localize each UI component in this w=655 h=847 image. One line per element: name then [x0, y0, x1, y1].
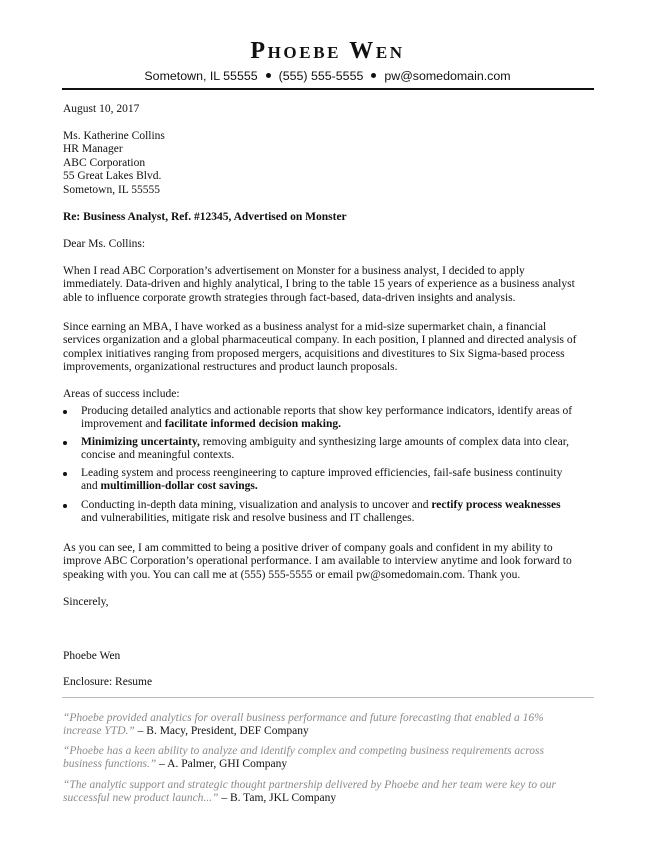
testimonial-attribution: – A. Palmer, GHI Company: [156, 758, 288, 771]
bullet-icon: [63, 441, 67, 445]
letter-date: August 10, 2017: [63, 103, 140, 115]
paragraph-line: services organization and a global pharmaceutical company. In each position, I planned and directed analysis of: [63, 334, 577, 347]
bullet-icon: [63, 410, 67, 414]
testimonial-quote: increase YTD.”: [63, 725, 135, 738]
testimonial-divider: [62, 697, 594, 698]
bullet-icon: [63, 504, 67, 508]
paragraph-intro: [63, 265, 593, 305]
testimonial-attribution: – B. Macy, President, DEF Company: [134, 725, 309, 738]
recipient-line: 55 Great Lakes Blvd.: [63, 170, 162, 183]
bullet-icon: [63, 472, 67, 476]
paragraph-line: immediately. Data-driven and highly analytical, I bring to the table 15 years of experience as a business analyst: [63, 278, 575, 291]
applicant-name: Phoebe Wen: [250, 38, 405, 64]
salutation: Dear Ms. Collins:: [63, 238, 146, 250]
paragraph-closing: [63, 542, 593, 582]
closing: Sincerely,: [63, 596, 109, 608]
bullet-emphasis: facilitate informed decision making.: [164, 418, 342, 431]
testimonial-attribution: – B. Tam, JKL Company: [218, 792, 337, 805]
testimonial-quote: “The analytic support and strategic thought partnership delivered by Phoebe and her team were key to our: [63, 779, 556, 791]
recipient-line: HR Manager: [63, 143, 123, 156]
paragraph-line: As you can see, I am committed to being a positive driver of company goals and confident in my ability to: [63, 542, 553, 554]
bullet-text: Conducting in-depth data mining, visualization and analysis to uncover and: [81, 499, 432, 511]
header-divider: [62, 88, 594, 90]
contact-phone: (555) 555-5555: [278, 69, 364, 83]
bullet-text: and: [81, 480, 101, 493]
paragraph-line: Since earning an MBA, I have worked as a business analyst for a mid-size supermarket chain, a financial: [63, 321, 547, 333]
bullet-text: improvement and: [81, 418, 165, 431]
testimonial: [63, 712, 593, 739]
contact-line: [0, 69, 655, 83]
testimonial: [63, 745, 593, 772]
paragraph-experience: [63, 321, 593, 375]
recipient-address: [63, 130, 593, 197]
bullet-emphasis: rectify process weaknesses: [431, 499, 561, 511]
re-line: Re: Business Analyst, Ref. #12345, Advertised on Monster: [63, 211, 347, 223]
bullet-emphasis: multimillion-dollar cost savings.: [100, 480, 258, 493]
testimonial-quote: “Phoebe has a keen ability to analyze and identify complex and competing business requirements across: [63, 745, 544, 757]
testimonial-quote: successful new product launch...”: [63, 792, 219, 805]
recipient-line: ABC Corporation: [63, 156, 146, 169]
testimonial: [63, 779, 593, 806]
recipient-line: Ms. Katherine Collins: [63, 130, 165, 142]
bullet-separator-icon: [371, 73, 376, 78]
bullet-separator-icon: [266, 73, 271, 78]
bullet-line: Leading system and process reengineering to capture improved efficiencies, fail-safe business continuity: [81, 467, 563, 479]
paragraph-line: improve ABC Corporation’s operational performance. I am available to interview anytime and look forward to: [63, 555, 572, 568]
paragraph-line: improvements, organizational restructures and product launch proposals.: [63, 361, 398, 374]
bullet-line: Producing detailed analytics and actionable reports that show key performance indicators, identify areas of: [81, 405, 573, 417]
paragraph-line: able to influence corporate growth strategies through fact-based, data-driven insights and analysis.: [63, 291, 516, 304]
paragraph-line: speaking with you. You can call me at (555) 555-5555 or email pw@somedomain.com. Thank you.: [63, 568, 521, 581]
contact-city: Sometown, IL 55555: [144, 69, 258, 83]
paragraph-line: complex initiatives ranging from proposed mergers, acquisitions and divestitures to Six Sigma-based process: [63, 347, 565, 360]
bullet-line: and vulnerabilities, mitigate risk and resolve business and IT challenges.: [81, 512, 415, 525]
contact-email: pw@somedomain.com: [384, 69, 511, 83]
bullet-text: removing ambiguity and synthesizing large amounts of complex data into clear,: [199, 436, 569, 448]
signature-name: Phoebe Wen: [63, 650, 121, 662]
bullet-line: concise and meaningful contexts.: [81, 449, 235, 462]
testimonial-quote: “Phoebe provided analytics for overall business performance and future forecasting that enabled a 16%: [63, 712, 544, 724]
paragraph-line: When I read ABC Corporation’s advertisement on Monster for a business analyst, I decided to apply: [63, 265, 525, 277]
enclosure-line: Enclosure: Resume: [63, 676, 153, 688]
bullet-emphasis: Minimizing uncertainty,: [81, 436, 200, 448]
testimonial-quote: business functions.”: [63, 758, 157, 771]
areas-intro: Areas of success include:: [63, 388, 180, 400]
recipient-line: Sometown, IL 55555: [63, 183, 160, 196]
